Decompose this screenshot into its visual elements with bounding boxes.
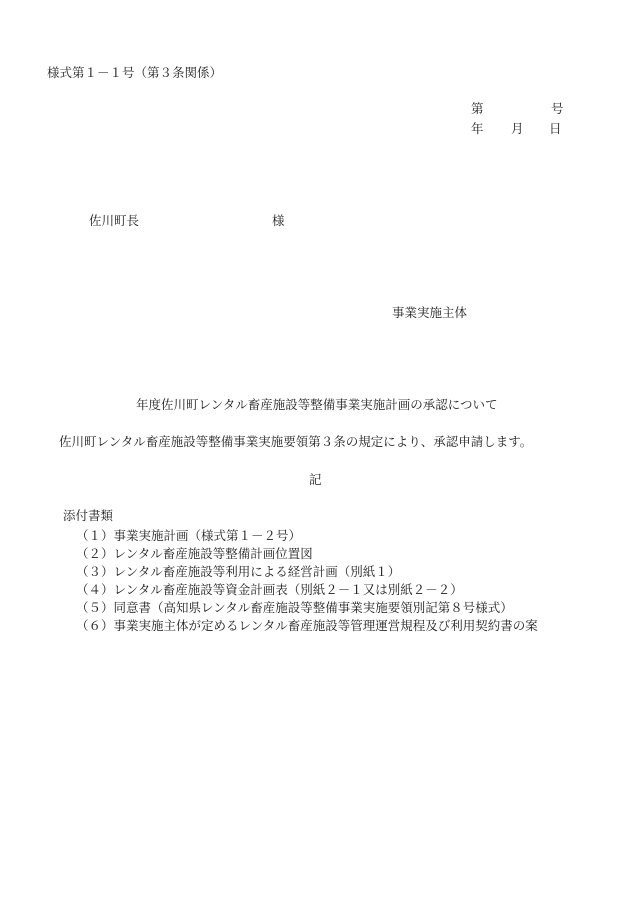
subject-line: 年度佐川町レンタル畜産施設等整備事業実施計画の承認について	[136, 397, 498, 412]
attachments-heading: 添付書類	[63, 508, 114, 523]
document-number-suffix: 号	[551, 101, 564, 116]
addressee-honorific: 様	[272, 213, 285, 228]
attachment-item: （６）事業実施主体が定めるレンタル畜産施設等管理運営規程及び利用契約書の案	[76, 618, 538, 633]
applicant-label: 事業実施主体	[392, 305, 468, 320]
attachment-item: （３）レンタル畜産施設等利用による経営計画（別紙１）	[76, 564, 401, 579]
attachment-item: （５）同意書（高知県レンタル畜産施設等整備事業実施要領別記第８号様式）	[76, 600, 513, 615]
date-year-label: 年	[471, 121, 484, 136]
attachments-list	[76, 527, 538, 635]
form-number: 様式第１－１号（第３条関係）	[47, 65, 223, 80]
attachment-item: （１）事業実施計画（様式第１－２号）	[76, 528, 302, 543]
document-number-label: 第	[471, 101, 484, 116]
date-month-label: 月	[511, 121, 524, 136]
attachment-item: （４）レンタル畜産施設等資金計画表（別紙２－１又は別紙２－２）	[76, 582, 463, 597]
ki-marker: 記	[309, 472, 322, 487]
attachment-item: （２）レンタル畜産施設等整備計画位置図	[76, 546, 313, 561]
addressee-name: 佐川町長	[89, 213, 140, 228]
body-text: 佐川町レンタル畜産施設等整備事業実施要領第３条の規定により、承認申請します。	[59, 434, 533, 449]
date-day-label: 日	[549, 121, 562, 136]
